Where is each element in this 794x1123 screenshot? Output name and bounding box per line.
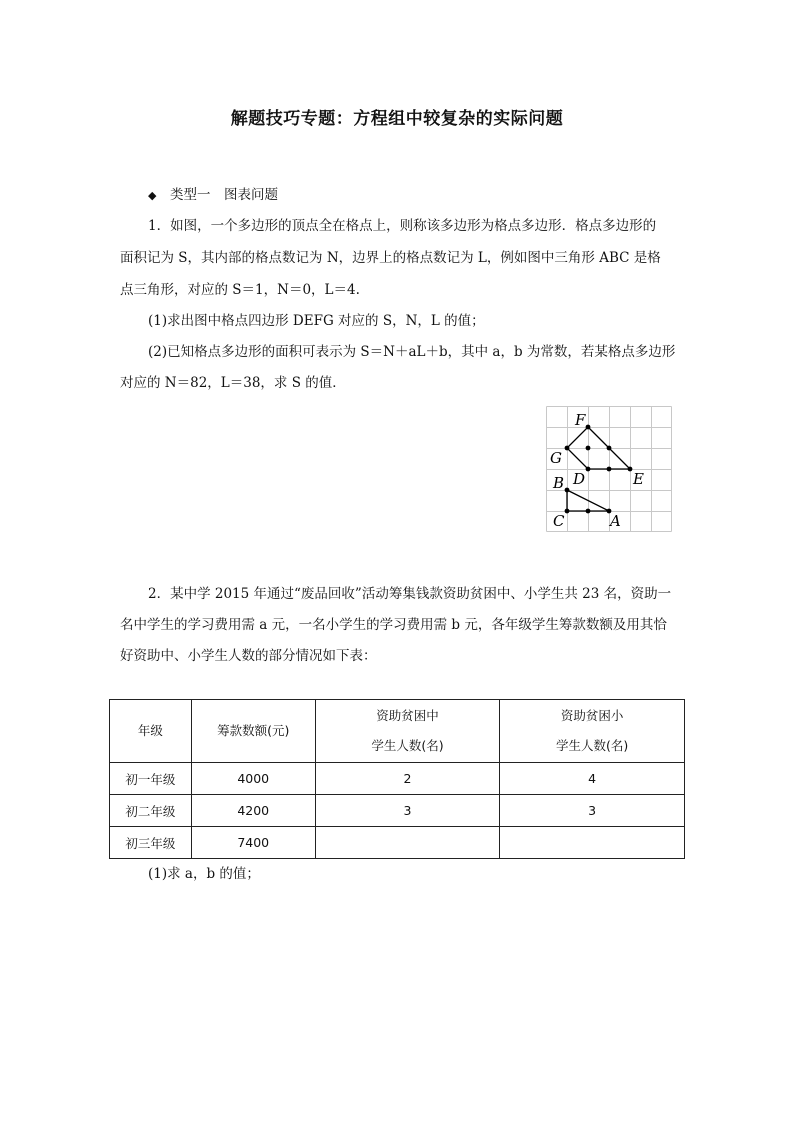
cell-middle xyxy=(315,827,500,859)
header-middle-line2: 学生人数(名) xyxy=(371,738,444,753)
cell-amount: 7400 xyxy=(191,827,315,859)
q2-sub-1: (1)求 a，b 的值； xyxy=(148,866,260,882)
header-primary-line1: 资助贫困小 xyxy=(560,708,624,723)
label-d: D xyxy=(573,470,586,488)
diamond-bullet-icon: ◆ xyxy=(148,189,157,202)
section-heading xyxy=(148,186,278,205)
q2-line-1: 2．某中学 2015 年通过“废品回收”活动筹集钱款资助贫困中、小学生共 23 名，资助一 xyxy=(148,586,672,602)
table-row xyxy=(110,795,685,827)
q1-line-2: 面积记为 S，其内部的格点数记为 N，边界上的格点数记为 L，例如图中三角形 ABC 是格 xyxy=(120,250,661,266)
header-primary xyxy=(500,700,685,763)
page-title: 解题技巧专题：方程组中较复杂的实际问题 xyxy=(230,109,564,129)
lattice-figure xyxy=(546,406,672,532)
cell-grade: 初二年级 xyxy=(110,795,192,827)
section-label: 类型一 图表问题 xyxy=(170,187,278,203)
donation-table xyxy=(109,699,685,859)
q1-sub-1: (1)求出图中格点四边形 DEFG 对应的 S，N，L 的值； xyxy=(148,313,485,329)
q2-line-2: 名中学生的学习费用需 a 元，一名小学生的学习费用需 b 元，各年级学生筹款数额及用其恰 xyxy=(120,617,667,633)
cell-middle: 2 xyxy=(315,763,500,795)
label-a: A xyxy=(610,512,621,530)
cell-amount: 4000 xyxy=(191,763,315,795)
q1-line-3: 点三角形，对应的 S＝1，N＝0，L＝4. xyxy=(120,282,360,298)
label-g: G xyxy=(550,449,562,467)
q1-sub-2-cont: 对应的 N＝82，L＝38，求 S 的值． xyxy=(120,375,346,391)
cell-primary: 4 xyxy=(500,763,685,795)
cell-grade: 初一年级 xyxy=(110,763,192,795)
q1-sub-2: (2)已知格点多边形的面积可表示为 S＝N＋aL＋b，其中 a，b 为常数，若某格点多边形 xyxy=(148,344,676,360)
cell-primary xyxy=(500,827,685,859)
lattice-svg xyxy=(546,406,672,532)
q1-line-1: 1．如图，一个多边形的顶点全在格点上，则称该多边形为格点多边形．格点多边形的 xyxy=(148,218,657,234)
cell-primary: 3 xyxy=(500,795,685,827)
header-primary-line2: 学生人数(名) xyxy=(556,738,629,753)
header-middle-line1: 资助贫困中 xyxy=(376,708,439,723)
label-c: C xyxy=(553,512,565,530)
label-f: F xyxy=(575,411,586,429)
label-b: B xyxy=(553,474,565,492)
header-amount: 筹款数额(元) xyxy=(191,700,315,763)
cell-grade: 初三年级 xyxy=(110,827,192,859)
q2-line-3: 好资助中、小学生人数的部分情况如下表： xyxy=(120,648,377,664)
table-row xyxy=(110,827,685,859)
table-header-row xyxy=(110,700,685,763)
table-row xyxy=(110,763,685,795)
header-grade: 年级 xyxy=(110,700,192,763)
label-e: E xyxy=(633,470,644,488)
cell-amount: 4200 xyxy=(191,795,315,827)
header-middle xyxy=(315,700,500,763)
cell-middle: 3 xyxy=(315,795,500,827)
